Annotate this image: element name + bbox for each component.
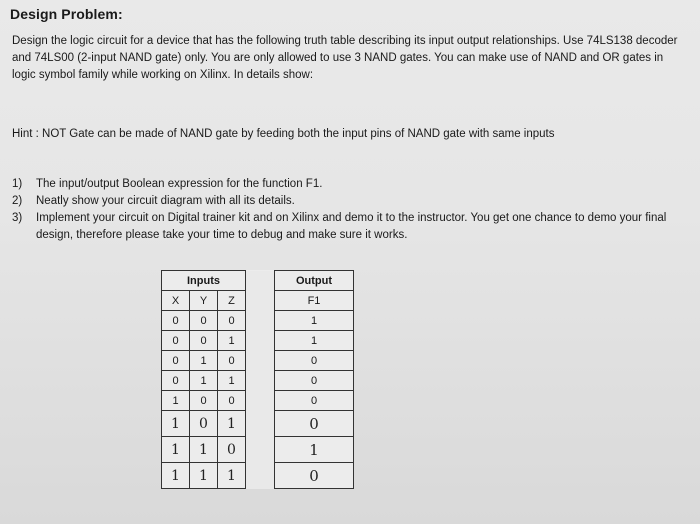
inputs-group-header: Inputs xyxy=(162,271,246,291)
cell-z: 1 xyxy=(218,371,246,391)
cell-z: 0 xyxy=(218,391,246,411)
column-header-x: X xyxy=(162,291,190,311)
output-group-header: Output xyxy=(275,271,354,291)
task-text: Implement your circuit on Digital trainer kit and on Xilinx and demo it to the instructor. You get one chance to demo your final design, therefore please take your time to debug and make sure it works. xyxy=(36,212,667,241)
cell-f1: 1 xyxy=(275,331,354,351)
cell-x: 0 xyxy=(162,331,190,351)
cell-y: 0 xyxy=(190,391,218,411)
cell-x: 0 xyxy=(162,311,190,331)
cell-y: 1 xyxy=(190,437,218,463)
task-text: The input/output Boolean expression for the function F1. xyxy=(36,178,323,190)
hint-text: Hint : NOT Gate can be made of NAND gate by feeding both the input pins of NAND gate with same inputs xyxy=(12,128,555,140)
cell-z: 0 xyxy=(218,437,246,463)
cell-x: 0 xyxy=(162,371,190,391)
task-list xyxy=(12,176,688,244)
cell-z: 1 xyxy=(218,411,246,437)
column-header-z: Z xyxy=(218,291,246,311)
column-header-y: Y xyxy=(190,291,218,311)
cell-z: 0 xyxy=(218,351,246,371)
table-column-gap xyxy=(246,271,275,489)
task-text: Neatly show your circuit diagram with all its details. xyxy=(36,195,295,207)
cell-y: 0 xyxy=(190,411,218,437)
cell-f1: 1 xyxy=(275,311,354,331)
cell-y: 1 xyxy=(190,463,218,489)
cell-y: 0 xyxy=(190,331,218,351)
cell-y: 0 xyxy=(190,311,218,331)
task-number: 2) xyxy=(12,195,23,207)
problem-heading: Design Problem: xyxy=(10,6,123,22)
cell-f1: 0 xyxy=(275,411,354,437)
task-number: 3) xyxy=(12,212,23,224)
task-item xyxy=(12,210,688,244)
task-item xyxy=(12,193,688,210)
cell-z: 1 xyxy=(218,331,246,351)
cell-f1: 1 xyxy=(275,437,354,463)
task-item xyxy=(12,176,688,193)
column-header-f1: F1 xyxy=(275,291,354,311)
cell-x: 1 xyxy=(162,391,190,411)
cell-y: 1 xyxy=(190,371,218,391)
cell-f1: 0 xyxy=(275,391,354,411)
cell-f1: 0 xyxy=(275,371,354,391)
cell-z: 0 xyxy=(218,311,246,331)
cell-x: 1 xyxy=(162,411,190,437)
cell-x: 1 xyxy=(162,437,190,463)
problem-description: Design the logic circuit for a device that has the following truth table describing its input output relationships. Use 74LS138 decoder and 74LS00 (2-input NAND gate) only. You are only allowed to use 3 NAND gates. You can make use of NAND and OR gates in logic symbol family while working on Xilinx. In details show: xyxy=(12,35,678,81)
table-group-header-row xyxy=(162,271,354,291)
cell-z: 1 xyxy=(218,463,246,489)
task-number: 1) xyxy=(12,178,23,190)
cell-y: 1 xyxy=(190,351,218,371)
cell-f1: 0 xyxy=(275,463,354,489)
cell-f1: 0 xyxy=(275,351,354,371)
cell-x: 0 xyxy=(162,351,190,371)
truth-table xyxy=(161,270,354,489)
cell-x: 1 xyxy=(162,463,190,489)
